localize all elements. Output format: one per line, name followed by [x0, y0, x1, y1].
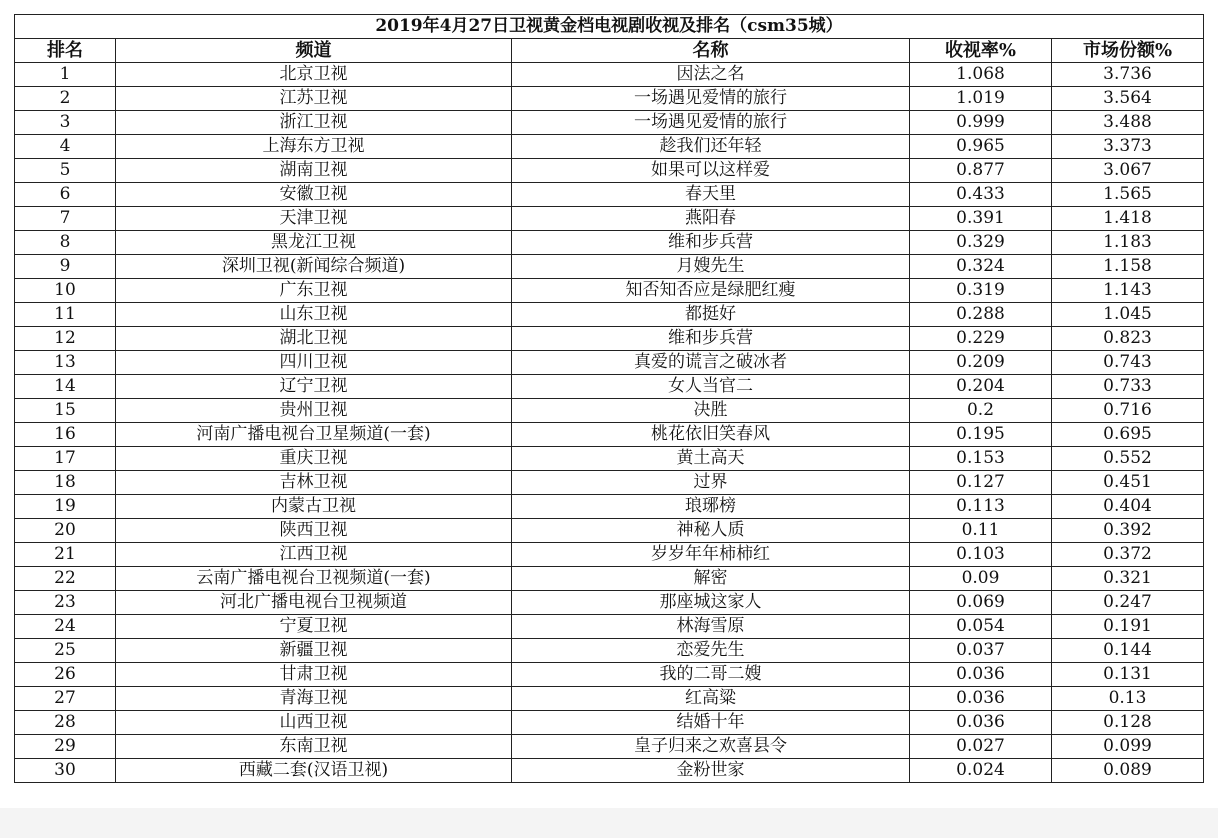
table-row — [15, 351, 1204, 375]
table-row — [15, 375, 1204, 399]
channel-cell: 甘肃卫视 — [116, 663, 512, 687]
show-cell: 那座城这家人 — [512, 591, 910, 615]
table-row — [15, 639, 1204, 663]
table-row — [15, 615, 1204, 639]
table-row — [15, 207, 1204, 231]
share-cell: 0.404 — [1052, 495, 1204, 519]
rank-cell: 26 — [15, 663, 116, 687]
table-row — [15, 519, 1204, 543]
rating-cell: 0.027 — [910, 735, 1052, 759]
rating-cell: 0.113 — [910, 495, 1052, 519]
rating-cell: 0.037 — [910, 639, 1052, 663]
rank-cell: 23 — [15, 591, 116, 615]
table-row — [15, 279, 1204, 303]
rating-cell: 0.319 — [910, 279, 1052, 303]
rating-cell: 0.229 — [910, 327, 1052, 351]
rating-cell: 0.127 — [910, 471, 1052, 495]
share-cell: 0.247 — [1052, 591, 1204, 615]
rank-cell: 14 — [15, 375, 116, 399]
header-rating: 收视率% — [910, 39, 1052, 63]
header-rank: 排名 — [15, 39, 116, 63]
table-row — [15, 327, 1204, 351]
table-row — [15, 159, 1204, 183]
rank-cell: 15 — [15, 399, 116, 423]
channel-cell: 江西卫视 — [116, 543, 512, 567]
share-cell: 0.131 — [1052, 663, 1204, 687]
rating-cell: 0.036 — [910, 663, 1052, 687]
share-cell: 1.045 — [1052, 303, 1204, 327]
table-row — [15, 183, 1204, 207]
rank-cell: 13 — [15, 351, 116, 375]
table-title: 2019年4月27日卫视黄金档电视剧收视及排名（csm35城） — [15, 15, 1204, 39]
share-cell: 0.144 — [1052, 639, 1204, 663]
table-row — [15, 471, 1204, 495]
rating-cell: 0.391 — [910, 207, 1052, 231]
share-cell: 0.128 — [1052, 711, 1204, 735]
channel-cell: 河北广播电视台卫视频道 — [116, 591, 512, 615]
ratings-sheet — [14, 14, 1203, 783]
table-row — [15, 231, 1204, 255]
share-cell: 3.373 — [1052, 135, 1204, 159]
rank-cell: 25 — [15, 639, 116, 663]
rating-cell: 0.11 — [910, 519, 1052, 543]
table-row — [15, 711, 1204, 735]
table-row — [15, 303, 1204, 327]
table-body — [15, 63, 1204, 783]
table-row — [15, 687, 1204, 711]
table-row — [15, 135, 1204, 159]
show-cell: 女人当官二 — [512, 375, 910, 399]
rank-cell: 4 — [15, 135, 116, 159]
rank-cell: 11 — [15, 303, 116, 327]
rating-cell: 0.209 — [910, 351, 1052, 375]
share-cell: 1.158 — [1052, 255, 1204, 279]
share-cell: 0.321 — [1052, 567, 1204, 591]
header-channel: 频道 — [116, 39, 512, 63]
share-cell: 0.823 — [1052, 327, 1204, 351]
channel-cell: 新疆卫视 — [116, 639, 512, 663]
channel-cell: 宁夏卫视 — [116, 615, 512, 639]
show-cell: 恋爱先生 — [512, 639, 910, 663]
share-cell: 3.067 — [1052, 159, 1204, 183]
rating-cell: 0.195 — [910, 423, 1052, 447]
rating-cell: 0.036 — [910, 687, 1052, 711]
channel-cell: 天津卫视 — [116, 207, 512, 231]
table-row — [15, 495, 1204, 519]
rating-cell: 0.2 — [910, 399, 1052, 423]
show-cell: 琅琊榜 — [512, 495, 910, 519]
table-row — [15, 759, 1204, 783]
share-cell: 1.418 — [1052, 207, 1204, 231]
rating-cell: 0.999 — [910, 111, 1052, 135]
channel-cell: 湖南卫视 — [116, 159, 512, 183]
channel-cell: 安徽卫视 — [116, 183, 512, 207]
channel-cell: 贵州卫视 — [116, 399, 512, 423]
share-cell: 1.565 — [1052, 183, 1204, 207]
rank-cell: 22 — [15, 567, 116, 591]
show-cell: 岁岁年年柿柿红 — [512, 543, 910, 567]
table-row — [15, 735, 1204, 759]
channel-cell: 深圳卫视(新闻综合频道) — [116, 255, 512, 279]
show-cell: 金粉世家 — [512, 759, 910, 783]
share-cell: 0.13 — [1052, 687, 1204, 711]
rating-cell: 0.329 — [910, 231, 1052, 255]
channel-cell: 陕西卫视 — [116, 519, 512, 543]
rank-cell: 21 — [15, 543, 116, 567]
show-cell: 神秘人质 — [512, 519, 910, 543]
table-row — [15, 663, 1204, 687]
channel-cell: 黑龙江卫视 — [116, 231, 512, 255]
table-row — [15, 255, 1204, 279]
rating-cell: 0.09 — [910, 567, 1052, 591]
show-cell: 一场遇见爱情的旅行 — [512, 111, 910, 135]
channel-cell: 浙江卫视 — [116, 111, 512, 135]
show-cell: 我的二哥二嫂 — [512, 663, 910, 687]
share-cell: 1.183 — [1052, 231, 1204, 255]
channel-cell: 辽宁卫视 — [116, 375, 512, 399]
rank-cell: 6 — [15, 183, 116, 207]
show-cell: 趁我们还年轻 — [512, 135, 910, 159]
rank-cell: 16 — [15, 423, 116, 447]
channel-cell: 重庆卫视 — [116, 447, 512, 471]
rank-cell: 24 — [15, 615, 116, 639]
show-cell: 知否知否应是绿肥红瘦 — [512, 279, 910, 303]
channel-cell: 西藏二套(汉语卫视) — [116, 759, 512, 783]
share-cell: 3.564 — [1052, 87, 1204, 111]
share-cell: 0.743 — [1052, 351, 1204, 375]
channel-cell: 河南广播电视台卫星频道(一套) — [116, 423, 512, 447]
channel-cell: 山东卫视 — [116, 303, 512, 327]
show-cell: 月嫂先生 — [512, 255, 910, 279]
rating-cell: 0.054 — [910, 615, 1052, 639]
table-row — [15, 423, 1204, 447]
rank-cell: 19 — [15, 495, 116, 519]
channel-cell: 上海东方卫视 — [116, 135, 512, 159]
table-row — [15, 447, 1204, 471]
rank-cell: 27 — [15, 687, 116, 711]
table-row — [15, 543, 1204, 567]
share-cell: 0.716 — [1052, 399, 1204, 423]
bottom-strip — [0, 808, 1218, 838]
show-cell: 皇子归来之欢喜县令 — [512, 735, 910, 759]
rank-cell: 12 — [15, 327, 116, 351]
rating-cell: 0.069 — [910, 591, 1052, 615]
show-cell: 红高粱 — [512, 687, 910, 711]
ratings-table — [14, 14, 1204, 783]
rank-cell: 8 — [15, 231, 116, 255]
rank-cell: 2 — [15, 87, 116, 111]
table-row — [15, 63, 1204, 87]
show-cell: 解密 — [512, 567, 910, 591]
rank-cell: 30 — [15, 759, 116, 783]
rank-cell: 29 — [15, 735, 116, 759]
rating-cell: 0.877 — [910, 159, 1052, 183]
show-cell: 都挺好 — [512, 303, 910, 327]
rating-cell: 0.103 — [910, 543, 1052, 567]
rank-cell: 18 — [15, 471, 116, 495]
rank-cell: 17 — [15, 447, 116, 471]
channel-cell: 四川卫视 — [116, 351, 512, 375]
show-cell: 桃花依旧笑春风 — [512, 423, 910, 447]
show-cell: 过界 — [512, 471, 910, 495]
rating-cell: 1.019 — [910, 87, 1052, 111]
rank-cell: 20 — [15, 519, 116, 543]
share-cell: 0.099 — [1052, 735, 1204, 759]
table-row — [15, 87, 1204, 111]
share-cell: 0.451 — [1052, 471, 1204, 495]
share-cell: 0.191 — [1052, 615, 1204, 639]
show-cell: 维和步兵营 — [512, 327, 910, 351]
show-cell: 因法之名 — [512, 63, 910, 87]
share-cell: 0.372 — [1052, 543, 1204, 567]
share-cell: 0.733 — [1052, 375, 1204, 399]
table-row — [15, 567, 1204, 591]
channel-cell: 东南卫视 — [116, 735, 512, 759]
show-cell: 黄土高天 — [512, 447, 910, 471]
channel-cell: 江苏卫视 — [116, 87, 512, 111]
rating-cell: 0.324 — [910, 255, 1052, 279]
rank-cell: 10 — [15, 279, 116, 303]
show-cell: 林海雪原 — [512, 615, 910, 639]
share-cell: 3.488 — [1052, 111, 1204, 135]
rating-cell: 0.288 — [910, 303, 1052, 327]
channel-cell: 青海卫视 — [116, 687, 512, 711]
channel-cell: 内蒙古卫视 — [116, 495, 512, 519]
rating-cell: 0.024 — [910, 759, 1052, 783]
show-cell: 决胜 — [512, 399, 910, 423]
rank-cell: 7 — [15, 207, 116, 231]
show-cell: 春天里 — [512, 183, 910, 207]
channel-cell: 吉林卫视 — [116, 471, 512, 495]
table-row — [15, 399, 1204, 423]
share-cell: 0.089 — [1052, 759, 1204, 783]
rating-cell: 0.204 — [910, 375, 1052, 399]
share-cell: 0.392 — [1052, 519, 1204, 543]
share-cell: 0.552 — [1052, 447, 1204, 471]
rating-cell: 0.036 — [910, 711, 1052, 735]
rank-cell: 3 — [15, 111, 116, 135]
show-cell: 燕阳春 — [512, 207, 910, 231]
show-cell: 如果可以这样爱 — [512, 159, 910, 183]
rank-cell: 28 — [15, 711, 116, 735]
header-show: 名称 — [512, 39, 910, 63]
channel-cell: 湖北卫视 — [116, 327, 512, 351]
rank-cell: 5 — [15, 159, 116, 183]
channel-cell: 广东卫视 — [116, 279, 512, 303]
header-share: 市场份额% — [1052, 39, 1204, 63]
share-cell: 1.143 — [1052, 279, 1204, 303]
share-cell: 3.736 — [1052, 63, 1204, 87]
show-cell: 真爱的谎言之破冰者 — [512, 351, 910, 375]
header-row — [15, 39, 1204, 63]
rating-cell: 0.433 — [910, 183, 1052, 207]
rating-cell: 1.068 — [910, 63, 1052, 87]
channel-cell: 山西卫视 — [116, 711, 512, 735]
show-cell: 一场遇见爱情的旅行 — [512, 87, 910, 111]
channel-cell: 北京卫视 — [116, 63, 512, 87]
table-row — [15, 111, 1204, 135]
rank-cell: 1 — [15, 63, 116, 87]
channel-cell: 云南广播电视台卫视频道(一套) — [116, 567, 512, 591]
rank-cell: 9 — [15, 255, 116, 279]
rating-cell: 0.153 — [910, 447, 1052, 471]
show-cell: 结婚十年 — [512, 711, 910, 735]
show-cell: 维和步兵营 — [512, 231, 910, 255]
table-row — [15, 591, 1204, 615]
share-cell: 0.695 — [1052, 423, 1204, 447]
rating-cell: 0.965 — [910, 135, 1052, 159]
